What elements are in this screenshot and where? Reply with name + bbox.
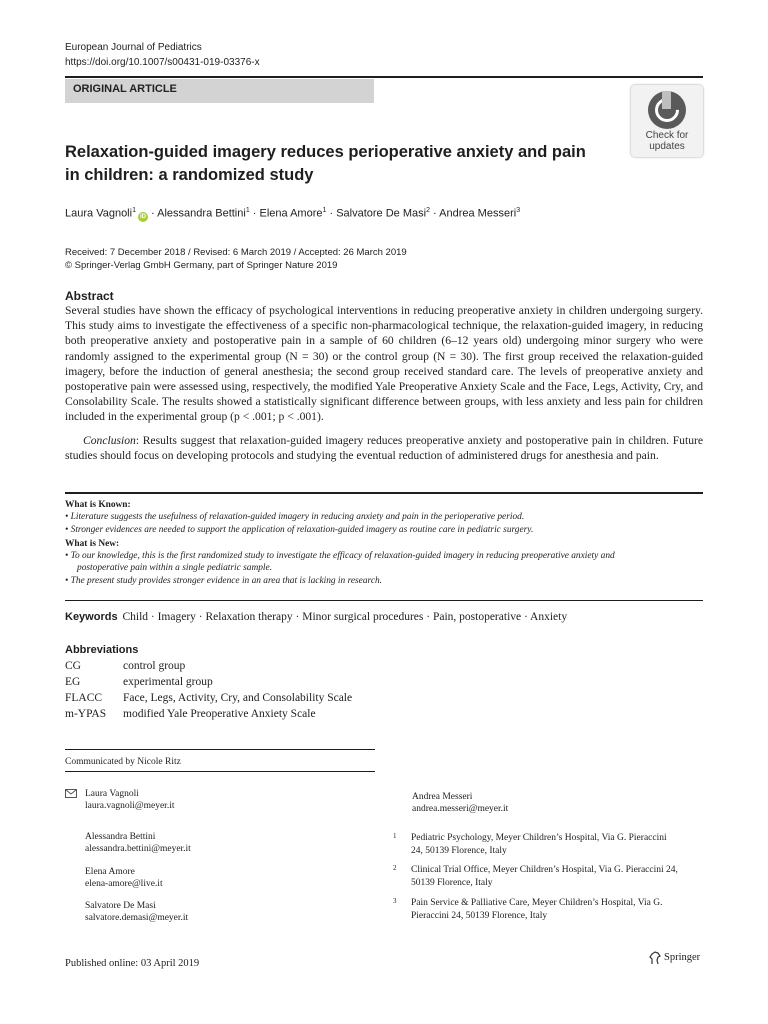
affiliation-line: Pieraccini 24, 50139 Florence, Italy bbox=[411, 910, 548, 921]
affiliation bbox=[393, 897, 663, 922]
abstract-conclusion bbox=[65, 433, 703, 463]
keywords-label: Keywords bbox=[65, 611, 118, 623]
what-is-known-box bbox=[65, 499, 705, 587]
author-affiliation-sup: 2 bbox=[426, 207, 430, 214]
article-dates bbox=[65, 246, 407, 272]
affiliation-line: Pediatric Psychology, Meyer Children’s Hospital, Via G. Pieraccini bbox=[411, 833, 667, 843]
affiliation-line: Pain Service & Palliative Care, Meyer Children’s Hospital, Via G. bbox=[411, 898, 663, 908]
affiliation-number: 3 bbox=[393, 897, 397, 905]
contact-name: Andrea Messeri bbox=[412, 792, 473, 802]
contact-name: Alessandra Bettini bbox=[85, 832, 156, 842]
affiliation bbox=[393, 864, 678, 889]
contact-corresponding bbox=[85, 788, 174, 812]
springer-horse-icon bbox=[649, 951, 661, 965]
new-heading: What is New: bbox=[65, 538, 120, 549]
contact bbox=[85, 900, 188, 924]
contact-name: Elena Amore bbox=[85, 867, 135, 877]
affiliation bbox=[393, 832, 667, 857]
abbreviation: FLACC bbox=[65, 692, 103, 704]
contact-email[interactable]: andrea.messeri@meyer.it bbox=[412, 804, 509, 814]
author-affiliation-sup: 1 bbox=[132, 207, 136, 214]
keywords bbox=[65, 611, 705, 623]
contact-email[interactable]: laura.vagnoli@meyer.it bbox=[85, 801, 175, 811]
journal-header bbox=[65, 40, 260, 70]
abbreviation-definition: Face, Legs, Activity, Cry, and Consolability Scale bbox=[123, 692, 353, 704]
known-item: • Literature suggests the usefulness of relaxation-guided imagery in reducing anxiety and pain in the perioperative period. bbox=[65, 512, 525, 523]
abbreviation-row bbox=[65, 708, 316, 720]
envelope-icon bbox=[65, 789, 77, 798]
author-affiliation-sup: 1 bbox=[322, 207, 327, 214]
contact-name: Salvatore De Masi bbox=[85, 901, 156, 911]
author-name[interactable]: Laura Vagnoli bbox=[65, 207, 133, 220]
article-type-banner bbox=[65, 79, 374, 103]
published-online: Published online: 03 April 2019 bbox=[65, 958, 200, 969]
springer-logo-text: Springer bbox=[664, 952, 701, 963]
conclusion-text: : Results suggest that relaxation-guided imagery reduces preoperative anxiety and postoperative pain in children. Future studies should focus on developing protocols and studying the eventual reduction of administered drugs for anesthesia and pain. bbox=[65, 434, 703, 463]
author-name[interactable]: Elena Amore bbox=[259, 207, 323, 220]
abbreviation-row bbox=[65, 660, 185, 672]
abbreviation: m-YPAS bbox=[65, 708, 107, 720]
footnote-rule-bottom bbox=[65, 771, 375, 772]
contact bbox=[412, 791, 508, 815]
doi-link[interactable]: https://doi.org/10.1007/s00431-019-03376-x bbox=[65, 57, 260, 68]
conclusion-label: Conclusion bbox=[83, 434, 136, 447]
communicated-by: Communicated by Nicole Ritz bbox=[65, 757, 181, 767]
abstract-heading: Abstract bbox=[65, 289, 114, 303]
abbreviation: EG bbox=[65, 676, 81, 688]
affiliation-number: 1 bbox=[393, 832, 397, 840]
contact-name: Laura Vagnoli bbox=[85, 789, 139, 799]
contact bbox=[85, 831, 191, 855]
copyright-line: © Springer-Verlag GmbH Germany, part of Springer Nature 2019 bbox=[65, 260, 338, 271]
journal-name: European Journal of Pediatrics bbox=[65, 42, 202, 53]
contact bbox=[85, 866, 163, 890]
history-dates: Received: 7 December 2018 / Revised: 6 March 2019 / Accepted: 26 March 2019 bbox=[65, 247, 407, 258]
author-name[interactable]: Andrea Messeri bbox=[439, 207, 517, 220]
affiliation-number: 2 bbox=[393, 864, 397, 872]
abbreviation: CG bbox=[65, 660, 81, 672]
orcid-icon[interactable]: iD bbox=[139, 213, 146, 220]
new-item-continued: postoperative pain within a single pediatric sample. bbox=[77, 563, 273, 574]
abbreviations-heading: Abbreviations bbox=[65, 644, 139, 656]
known-heading: What is Known: bbox=[65, 500, 131, 510]
contact-email[interactable]: elena-amore@live.it bbox=[85, 879, 163, 889]
author-name[interactable]: Salvatore De Masi bbox=[336, 207, 427, 220]
abbreviation-row bbox=[65, 676, 213, 688]
abbreviation-definition: experimental group bbox=[123, 676, 213, 688]
affiliation-line: 24, 50139 Florence, Italy bbox=[411, 845, 507, 856]
article-type-label: ORIGINAL ARTICLE bbox=[73, 83, 177, 95]
author-list: Laura Vagnoli$^1$iD · Alessandra Bettini$^1$ · Elena Amore$^1$ · Salvatore De Masi$^2$ · Andrea Messeri$^3$ bbox=[65, 207, 521, 220]
check-updates-label: Check for updates bbox=[645, 130, 689, 152]
check-updates-icon bbox=[648, 91, 686, 129]
new-item: • The present study provides stronger evidence in an area that is lacking in research. bbox=[65, 575, 383, 586]
author-name[interactable]: Alessandra Bettini bbox=[157, 207, 246, 220]
abbreviation-row bbox=[65, 692, 352, 704]
box-top-rule bbox=[65, 492, 703, 494]
box-bottom-rule bbox=[65, 600, 703, 601]
known-item: • Stronger evidences are needed to support the application of relaxation-guided imagery as routine care in pediatric surgery. bbox=[65, 524, 534, 535]
check-for-updates-button[interactable] bbox=[631, 85, 703, 157]
article-title: Relaxation-guided imagery reduces perioperative anxiety and pain in children: a randomized study bbox=[65, 143, 586, 184]
abbreviation-definition: control group bbox=[123, 660, 186, 672]
affiliation-line: 50139 Florence, Italy bbox=[411, 877, 493, 888]
author-affiliation-sup: 1 bbox=[245, 207, 250, 214]
footnote-rule-top bbox=[65, 749, 375, 750]
keywords-list: Child · Imagery · Relaxation therapy · Minor surgical procedures · Pain, postoperative · Anxiety bbox=[122, 611, 568, 623]
top-rule bbox=[65, 76, 703, 78]
abstract-body: Several studies have shown the efficacy of psychological interventions in reducing preoperative anxiety in children undergoing surgery. This study aims to investigate the effectiveness of a specific non-pharmacological technique, the relaxation-guided imagery, in reducing both preoperative anxiety and postoperative pain in a sample of 60 children (6–12 years old) undergoing minor surgery who were randomly assigned to the experimental group (N = 30) or the control group (N = 30). The first group received the relaxation-guided imagery, before the induction of general anesthesia; the second group received standard care. The levels of preoperative anxiety and postoperative pain were assessed using, respectively, the modified Yale Preoperative Anxiety Scale and the Face, Legs, Activity, Cry, and Consolability Scale. The results showed a statistically significant difference between groups, with less anxiety and less pain for children included in the experimental group (p < .001; p < .001). bbox=[65, 304, 703, 424]
new-item: • To our knowledge, this is the first randomized study to investigate the efficacy of relaxation-guided imagery in reducing preoperative anxiety and bbox=[65, 551, 615, 562]
author-affiliation-sup: 3 bbox=[516, 207, 521, 214]
contact-email[interactable]: alessandra.bettini@meyer.it bbox=[85, 844, 191, 854]
affiliation-line: Clinical Trial Office, Meyer Children’s Hospital, Via G. Pieraccini 24, bbox=[411, 865, 678, 875]
contact-email[interactable]: salvatore.demasi@meyer.it bbox=[85, 913, 189, 923]
abbreviation-definition: modified Yale Preoperative Anxiety Scale bbox=[123, 708, 316, 720]
